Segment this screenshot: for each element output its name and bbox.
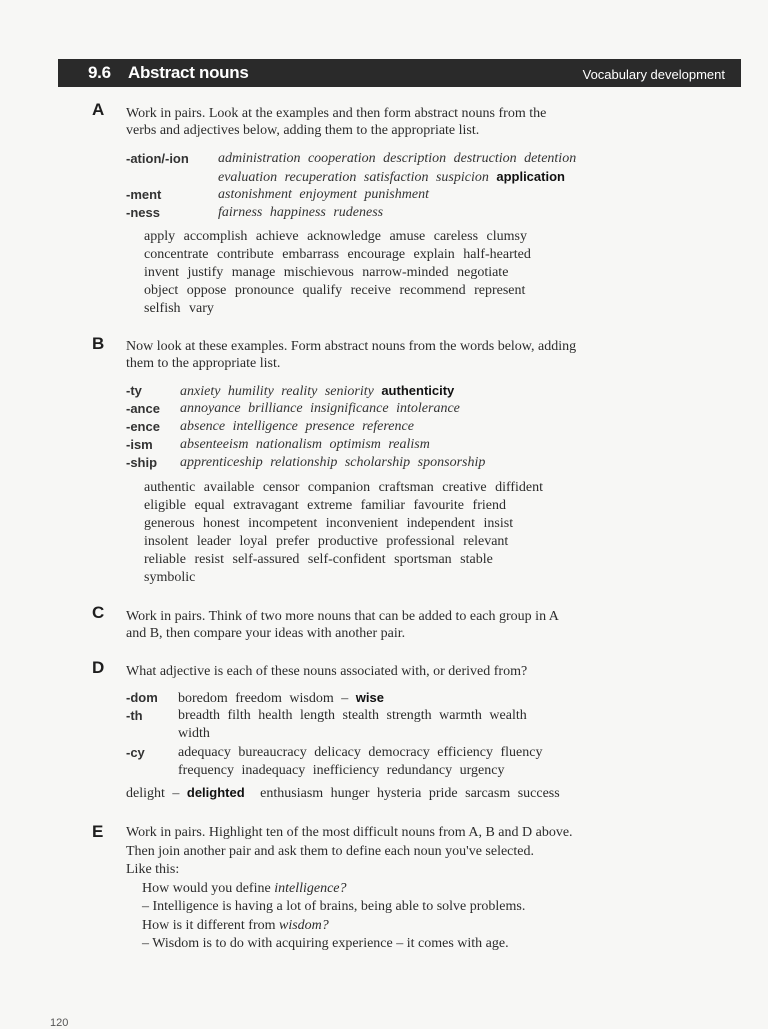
exercise-c-instructions [126,608,726,642]
exercise-d-instructions [126,663,726,680]
suffix-examples: astonishment enjoyment punishment [218,187,429,202]
noun-words: frequency inadequacy inefficiency redundancy urgency [178,763,505,778]
instruction-line: them to the appropriate list. [126,356,281,371]
instruction-line: Now look at these examples. Form abstract nouns from the words below, adding [126,339,577,354]
instruction-line: Work in pairs. Look at the examples and then form abstract nouns from the [126,106,547,121]
dialogue-question [126,917,573,936]
added-answer: delighted [186,785,245,800]
question-term: intelligence? [274,880,347,896]
dialogue-answer: – Intelligence is having a lot of brains, being able to solve problems. [142,899,526,914]
instruction-line: verbs and adjectives below, adding them to the appropriate list. [126,123,480,138]
exercise-b-letter: B [92,334,105,353]
suffix-label: -ment [126,187,162,202]
word-pool-line: concentrate contribute embarrass encourage explain half-hearted [144,247,531,262]
suffix-label: -ness [126,205,160,220]
page-number: 120 [50,1017,69,1029]
suffix-label: -ship [126,455,158,470]
suffix-row [126,744,560,762]
suffix-examples-text: evaluation recuperation satisfaction suspicion [218,170,489,185]
suffix-row [126,707,560,725]
word-pool-line: object oppose pronounce qualify receive recommend represent [144,283,526,298]
suffix-label: -ance [126,401,160,416]
exercise-a-letter: A [92,100,105,119]
added-answer: wise [355,690,384,705]
suffix-label: -ty [126,383,142,398]
exercise-a-instructions [126,105,726,139]
suffix-examples: absenteeism nationalism optimism realism [180,437,430,452]
suffix-label: -ence [126,419,160,434]
exercise-d-noun-list [126,689,560,802]
noun-words: breadth filth health length stealth strength warmth wealth [178,708,527,723]
suffix-examples: fairness happiness rudeness [218,205,384,220]
suffix-examples-text: anxiety humility reality seniority [180,384,374,399]
suffix-examples-continued [218,168,565,187]
suffix-examples: annoyance brilliance insignificance intolerance [180,401,460,416]
noun-words: width [178,726,210,741]
suffix-label: -ation/-ion [126,151,189,166]
noun-words-text: boredom freedom wisdom – [178,691,349,706]
word-pool-line: insolent leader loyal prefer productive professional relevant [144,534,509,549]
suffix-label: -cy [126,745,145,760]
suffix-row [126,725,560,743]
word-pool-line: generous honest incompetent inconvenient independent insist [144,516,514,531]
section-category: Vocabulary development [582,67,725,82]
noun-words: enthusiasm hunger hysteria pride sarcasm success [260,786,560,801]
instruction-line: Work in pairs. Highlight ten of the most difficult nouns from A, B and D above. [126,825,573,840]
word-pool-line: eligible equal extravagant extreme familiar favourite friend [144,498,506,513]
word-pool-line: invent justify manage mischievous narrow-minded negotiate [144,265,509,280]
added-answer: application [496,169,565,184]
instruction-line: Work in pairs. Think of two more nouns that can be added to each group in A [126,609,559,624]
exercise-b-instructions [126,338,726,372]
word-pool-line: apply accomplish achieve acknowledge amuse careless clumsy [144,229,527,244]
word-pool-line: selfish vary [144,301,214,316]
noun-words-with-answer [178,689,384,708]
suffix-row [126,689,560,707]
question-text: How would you define [142,880,275,896]
instruction-line: What adjective is each of these nouns associated with, or derived from? [126,664,528,679]
suffix-row [126,784,560,802]
section-number: 9.6 [88,63,111,82]
section-title: Abstract nouns [128,63,249,82]
section-header-bar [58,59,741,87]
exercise-e-instructions [126,824,573,954]
suffix-label: -ism [126,437,153,452]
suffix-label: -th [126,708,143,723]
exercise-a-word-pool [144,228,531,318]
word-pool-line: reliable resist self-assured self-confident sportsman stable [144,552,493,567]
suffix-label: -dom [126,690,158,705]
exercise-e-letter: E [92,822,104,841]
word-pool-line: authentic available censor companion craftsman creative diffident [144,480,544,495]
question-term: wisdom? [279,917,329,933]
exercise-b-word-pool [144,479,543,587]
noun-words: adequacy bureaucracy delicacy democracy efficiency fluency [178,745,543,760]
dialogue-question [126,880,573,899]
instruction-line: and B, then compare your ideas with another pair. [126,626,406,641]
suffix-examples-with-answer [180,382,454,401]
suffix-examples: apprenticeship relationship scholarship sponsorship [180,455,486,470]
question-text: How is it different from [142,917,279,933]
noun-lead: delight – [126,786,180,801]
exercise-d-letter: D [92,658,105,677]
suffix-examples: absence intelligence presence reference [180,419,414,434]
dialogue-answer: – Wisdom is to do with acquiring experience – it comes with age. [142,936,509,951]
instruction-line: Then join another pair and ask them to define each noun you've selected. [126,843,534,859]
exercise-c-letter: C [92,603,105,622]
instruction-line: Like this: [126,862,180,877]
added-answer: authenticity [381,383,455,398]
suffix-examples: administration cooperation description destruction detention [218,151,577,166]
word-pool-line: symbolic [144,570,196,585]
suffix-row [126,762,560,780]
